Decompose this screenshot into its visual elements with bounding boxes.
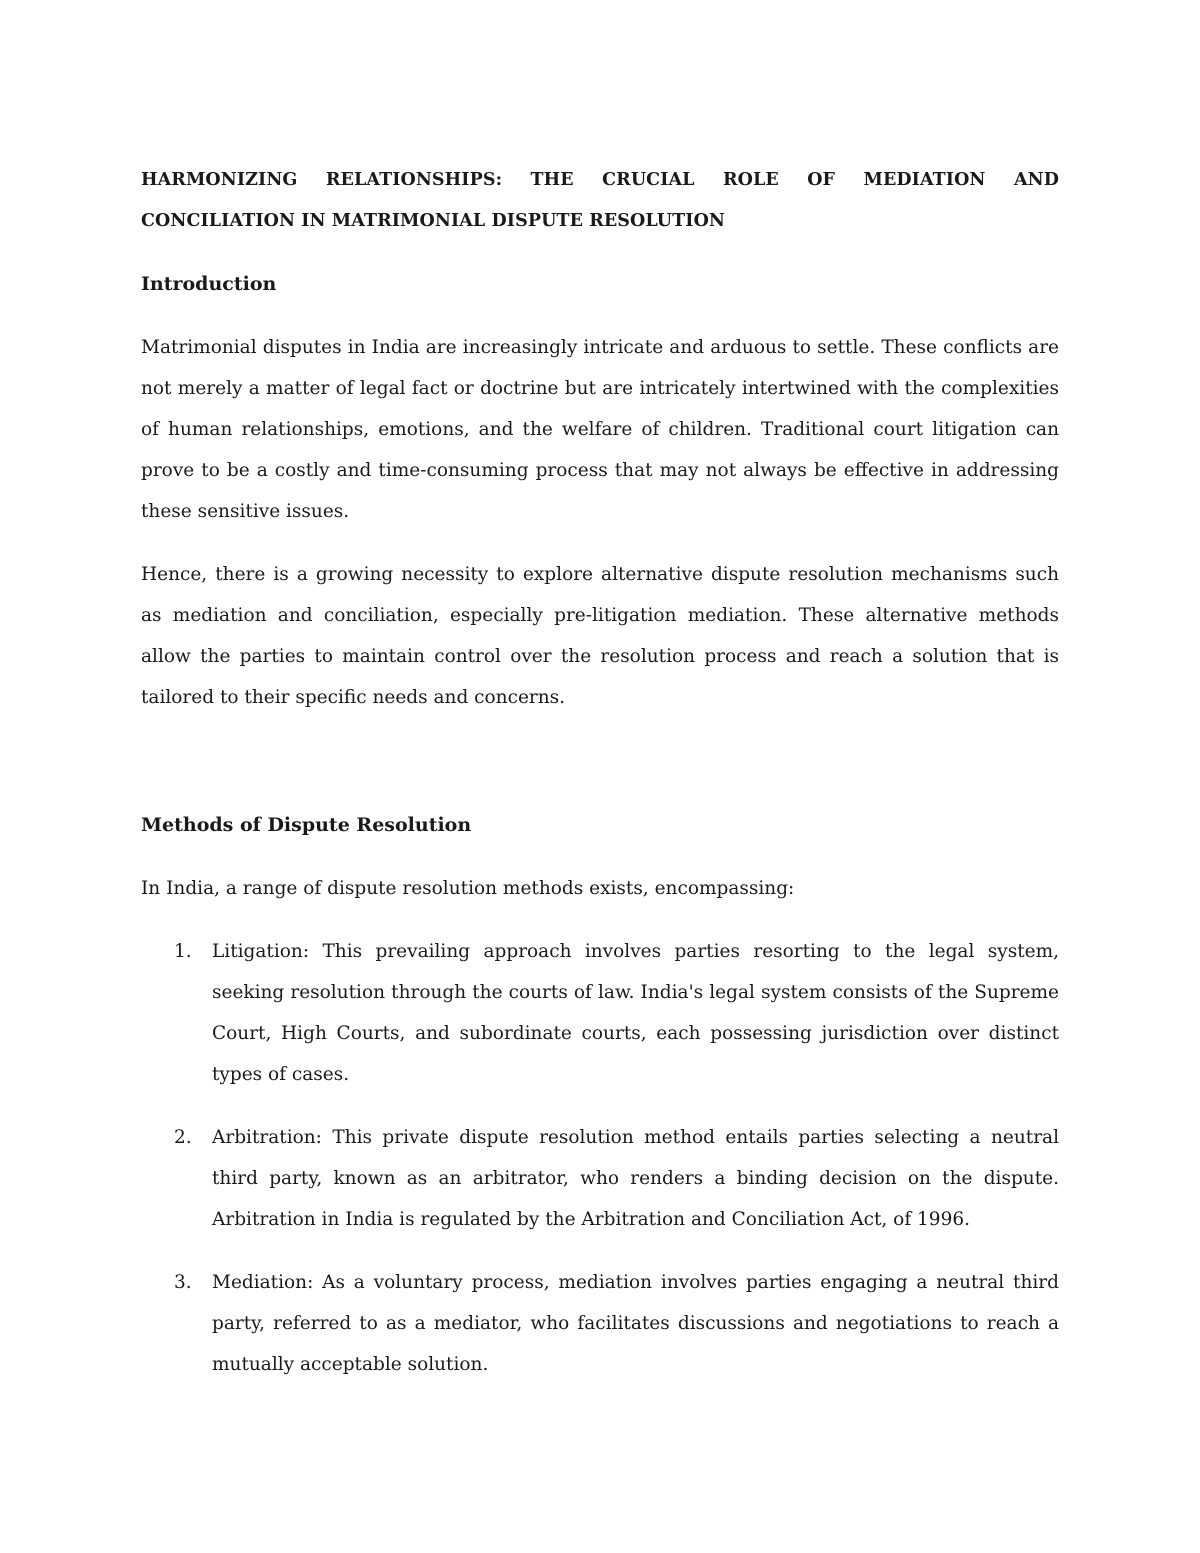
section-heading-methods: Methods of Dispute Resolution bbox=[141, 814, 472, 836]
document-title: HARMONIZING RELATIONSHIPS: THE CRUCIAL ROLE OF MEDIATION AND CONCILIATION IN MATRIMONIAL DISPUTE RESOLUTION bbox=[141, 170, 1059, 231]
introduction-paragraph-1: Matrimonial disputes in India are increasingly intricate and arduous to settle. These conflicts are not merely a matter of legal fact or doctrine but are intricately intertwined with the complexities of human relationships, emotions, and the welfare of children. Traditional court litigation can prove to be a costly and time-consuming process that may not always be effective in addressing these sensitive issues. bbox=[141, 337, 1059, 522]
list-item-number: 2. bbox=[174, 1127, 192, 1148]
list-item bbox=[141, 1117, 1059, 1240]
list-item-text: Mediation: As a voluntary process, mediation involves parties engaging a neutral third party, referred to as a mediator, who facilitates discussions and negotiations to reach a mutually acceptable solution. bbox=[212, 1272, 1059, 1375]
methods-intro: In India, a range of dispute resolution methods exists, encompassing: bbox=[141, 878, 795, 899]
document-page bbox=[141, 160, 1059, 1407]
section-heading-introduction: Introduction bbox=[141, 273, 277, 295]
list-item-text: Litigation: This prevailing approach involves parties resorting to the legal system, seeking resolution through the courts of law. India's legal system consists of the Supreme Court, High Courts, and subordinate courts, each possessing jurisdiction over distinct types of cases. bbox=[212, 941, 1059, 1085]
list-item-number: 3. bbox=[174, 1272, 192, 1293]
list-item bbox=[141, 1262, 1059, 1385]
introduction-paragraph-2: Hence, there is a growing necessity to explore alternative dispute resolution mechanisms such as mediation and conciliation, especially pre-litigation mediation. These alternative methods allow the parties to maintain control over the resolution process and reach a solution that is tailored to their specific needs and concerns. bbox=[141, 564, 1059, 708]
list-item-number: 1. bbox=[174, 941, 192, 962]
methods-list bbox=[141, 931, 1059, 1385]
list-item bbox=[141, 931, 1059, 1095]
list-item-text: Arbitration: This private dispute resolution method entails parties selecting a neutral third party, known as an arbitrator, who renders a binding decision on the dispute. Arbitration in India is regulated by the Arbitration and Conciliation Act, of 1996. bbox=[212, 1127, 1059, 1230]
